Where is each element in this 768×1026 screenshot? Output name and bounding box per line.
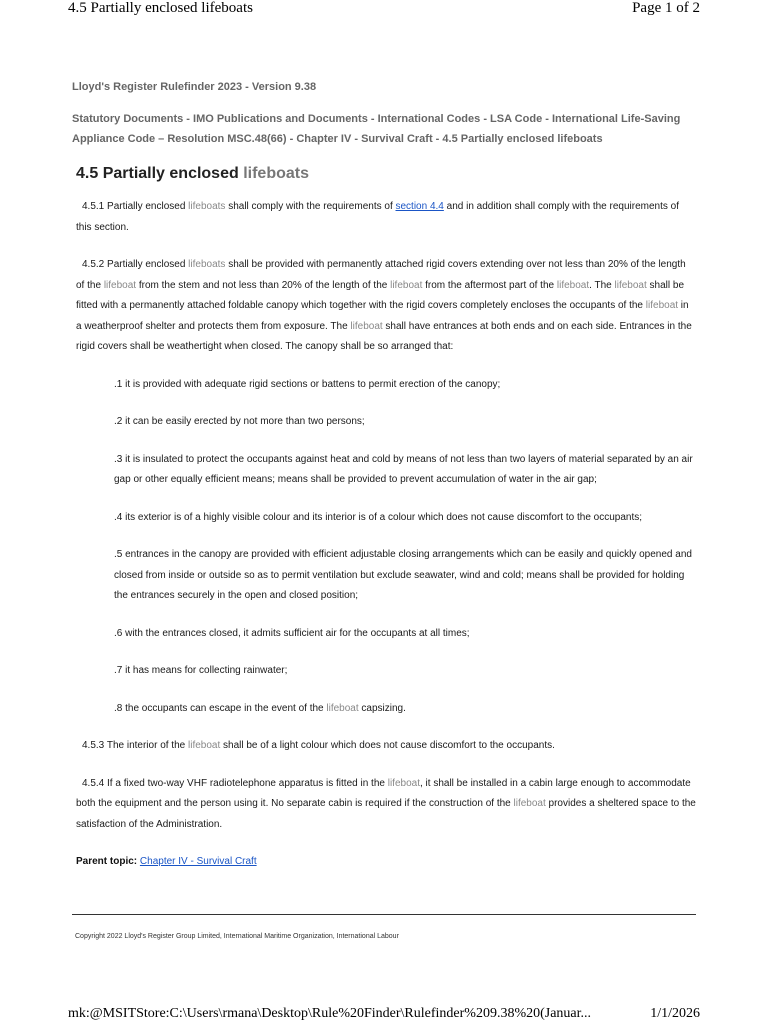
search-highlight: lifeboats — [188, 201, 226, 212]
parent-topic — [76, 852, 696, 872]
search-highlight: lifeboats — [188, 259, 226, 270]
search-highlight: lifeboat — [614, 279, 647, 291]
clause-text: . The — [589, 279, 615, 291]
clause-text: capsizing. — [358, 702, 406, 714]
parent-topic-label: Parent topic: — [76, 856, 138, 867]
breadcrumb: Statutory Documents - IMO Publications and Documents - International Codes - LSA Code - International Life-Saving Appliance Code – Resolution MSC.48(66) - Chapter IV - Survival Craft - 4.5 Partially enclosed lifeboats — [72, 113, 681, 145]
search-highlight: lifeboat — [188, 740, 221, 751]
clause-4-5-3 — [76, 736, 696, 757]
clause-text: provides a sheltered space to the satisfaction of the Administration. — [76, 798, 696, 830]
clause-text: and in addition shall comply with the requirements of this section. — [76, 201, 680, 233]
clause-4-5-4 — [76, 774, 696, 836]
clause-text: 4.5.4 If a fixed two-way VHF radiotelephone apparatus is fitted in the — [82, 777, 388, 789]
clause-text: shall be fitted with a permanently attached foldable canopy which together with the rigid covers completely encloses the occupants of the — [76, 279, 685, 311]
source-path: mk:@MSITStore:C:\Users\rmana\Desktop\Rule%20Finder\Rulefinder%209.38%20(Januar... — [68, 1006, 592, 1021]
canopy-requirement-8 — [114, 699, 696, 720]
search-highlight: lifeboat — [103, 279, 137, 291]
clause-text: 4.5.1 Partially enclosed — [82, 201, 189, 212]
clause-text: .8 the occupants can escape in the event of the — [114, 702, 327, 714]
canopy-requirement-5: .5 entrances in the canopy are provided with efficient adjustable closing arrangements which can be easily and quickly opened and closed from inside or outside so as to permit ventilation but exclude seawater, wind and cold; means shall be provided for holding the entrances securely in the open and closed position; — [114, 549, 692, 601]
page-title — [76, 165, 696, 183]
canopy-requirement-6: .6 with the entrances closed, it admits sufficient air for the occupants at all times; — [114, 627, 470, 639]
search-highlight: lifeboat — [387, 777, 420, 789]
clause-4-5-2 — [76, 255, 696, 358]
footer-divider — [72, 914, 696, 915]
page-number: Page 1 of 2 — [632, 0, 700, 16]
canopy-requirement-7: .7 it has means for collecting rainwater; — [114, 665, 288, 676]
canopy-requirement-4: .4 its exterior is of a highly visible colour and its interior is of a colour which does not cause discomfort to the occupants; — [114, 511, 643, 523]
clause-text: shall be provided with permanently attached rigid covers extending over not less than 20% of the length of the — [76, 259, 686, 291]
canopy-requirement-1: .1 it is provided with adequate rigid sections or battens to permit erection of the canopy; — [114, 378, 501, 390]
document-body — [72, 77, 696, 872]
page-title-highlight: lifeboats — [243, 165, 309, 182]
print-footer — [68, 1006, 700, 1026]
copyright-notice: Copyright 2022 Lloyd's Register Group Limited, International Maritime Organization, International Labour — [75, 933, 399, 940]
print-date: 1/1/2026 — [650, 1006, 700, 1021]
parent-topic-link[interactable]: Chapter IV - Survival Craft — [139, 856, 257, 867]
clause-text: from the stem and not less than 20% of the length of the — [136, 279, 391, 291]
search-highlight: lifeboat — [326, 702, 359, 714]
clause-text: shall comply with the requirements of — [225, 201, 396, 212]
clause-text: from the aftermost part of the — [422, 279, 557, 291]
canopy-requirement-3: .3 it is insulated to protect the occupants against heat and cold by means of not less than two layers of material separated by an air gap or other equally efficient means; means shall be provided to prevent accumulation of water in the air gap; — [114, 453, 693, 485]
clause-text: 4.5.3 The interior of the — [82, 740, 188, 751]
clause-text: in a weatherproof shelter and protects them from exposure. The — [76, 300, 689, 332]
canopy-requirement-2: .2 it can be easily erected by not more than two persons; — [114, 416, 365, 427]
clause-text: shall have entrances at both ends and on each side. Entrances in the rigid covers shall be weathertight when closed. The canopy shall be so arranged that: — [76, 320, 692, 352]
section-4-4-link[interactable]: section 4.4 — [395, 201, 444, 212]
search-highlight: lifeboat — [645, 300, 679, 311]
search-highlight: lifeboat — [390, 279, 423, 291]
search-highlight: lifeboat — [513, 798, 546, 809]
clause-text: 4.5.2 Partially enclosed — [82, 259, 189, 270]
version-line: Lloyd's Register Rulefinder 2023 - Version 9.38 — [72, 81, 317, 93]
search-highlight: lifeboat — [350, 320, 383, 332]
clause-text: shall be of a light colour which does not cause discomfort to the occupants. — [220, 740, 555, 751]
search-highlight: lifeboat — [556, 279, 590, 291]
page-title-prefix: 4.5 Partially enclosed — [76, 165, 244, 182]
print-header — [68, 0, 700, 22]
print-header-title: 4.5 Partially enclosed lifeboats — [68, 0, 253, 16]
clause-text: , it shall be installed in a cabin large enough to accommodate both the equipment and the person using it. No separate cabin is required if the construction of the — [76, 777, 691, 809]
clause-4-5-1 — [76, 197, 696, 238]
